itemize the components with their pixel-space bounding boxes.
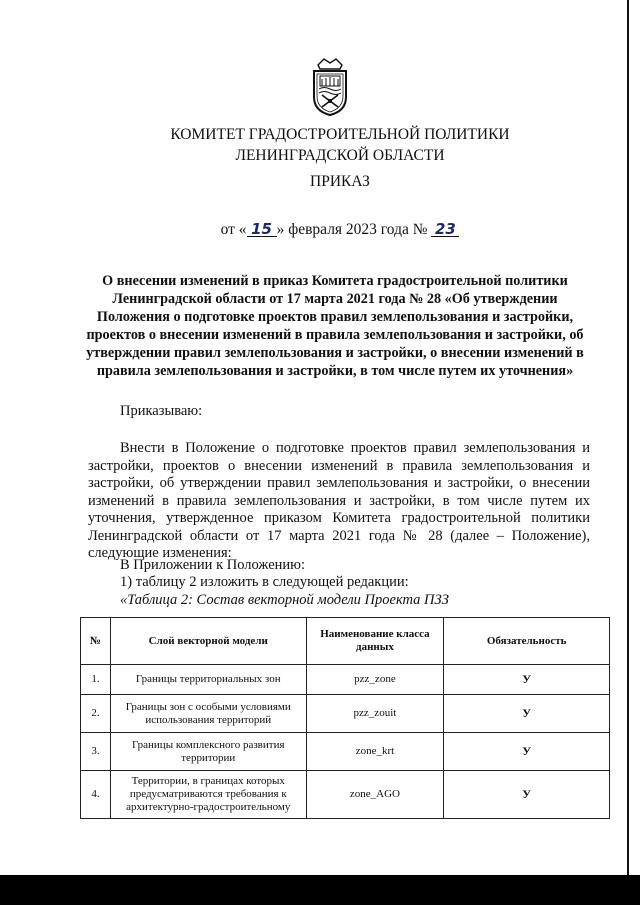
- header-mandatory: Обязательность: [444, 618, 610, 665]
- row-class-name: zone_krt: [306, 733, 444, 771]
- page-edge-rule: [627, 0, 629, 875]
- handwritten-day: 15: [247, 222, 277, 237]
- committee-line-1: КОМИТЕТ ГРАДОСТРОИТЕЛЬНОЙ ПОЛИТИКИ: [170, 126, 510, 143]
- document-type: ПРИКАЗ: [310, 173, 370, 190]
- appendix-line: В Приложении к Положению:: [120, 557, 306, 573]
- order-date-line: [60, 221, 620, 239]
- row-class-name: pzz_zone: [306, 665, 444, 695]
- row-layer: Границы зон с особыми условиями использования территорий: [110, 695, 306, 733]
- row-mandatory: У: [444, 771, 610, 819]
- table-row: [81, 733, 610, 771]
- table-row: [81, 695, 610, 733]
- row-mandatory: У: [444, 665, 610, 695]
- coat-of-arms-icon: [310, 55, 350, 117]
- date-prefix: от «: [220, 221, 247, 238]
- header-num: №: [81, 618, 111, 665]
- vector-model-table: [80, 617, 610, 819]
- row-mandatory: У: [444, 733, 610, 771]
- header-layer: Слой векторной модели: [110, 618, 306, 665]
- row-num: 1.: [81, 665, 111, 695]
- order-heading: О внесении изменений в приказ Комитета градостроительной политики Ленинградской области от 17 марта 2021 года № 28 «Об утверждении Положения о подготовке проектов правил землепользования и застройки, проектов о внесении изменений в правила землепользования и застройки, об утверждении правил землепользования и застройки, о внесении изменений в правила землепользования и застройки, в том числе путем их уточнения»: [86, 273, 584, 379]
- row-mandatory: У: [444, 695, 610, 733]
- date-middle: » февраля 2023 года №: [276, 221, 428, 238]
- main-paragraph: Внести в Положение о подготовке проектов правил землепользования и застройки, проектов о внесении изменений в правила землепользования и застройки, об утверждении правил землепользования и застройки, о внесении изменений в правила землепользования и застройки, в том числе путем их уточнения, утвержденное приказом Комитета градостроительной политики Ленинградской области от 17 марта 2021 года № 28 (далее – Положение), следующие изменения:: [88, 440, 590, 561]
- row-class-name: zone_AGO: [306, 771, 444, 819]
- committee-line-2: ЛЕНИНГРАДСКОЙ ОБЛАСТИ: [235, 147, 445, 164]
- table-caption: «Таблица 2: Состав векторной модели Проекта ПЗЗ: [120, 592, 449, 608]
- scan-bottom-bar: [0, 875, 640, 905]
- row-class-name: pzz_zouit: [306, 695, 444, 733]
- item-1: 1) таблицу 2 изложить в следующей редакции:: [120, 574, 409, 590]
- header-class-name: Наименование класса данных: [306, 618, 444, 665]
- row-layer: Границы территориальных зон: [110, 665, 306, 695]
- handwritten-order-number: 23: [431, 222, 459, 237]
- committee-name: [60, 124, 620, 166]
- row-num: 2.: [81, 695, 111, 733]
- table-row: [81, 665, 610, 695]
- row-num: 3.: [81, 733, 111, 771]
- row-num: 4.: [81, 771, 111, 819]
- row-layer: Территории, в границах которых предусматриваются требования к архитектурно-градостроительному: [110, 771, 306, 819]
- order-word: Приказываю:: [120, 403, 203, 419]
- table-row: [81, 771, 610, 819]
- row-layer: Границы комплексного развития территории: [110, 733, 306, 771]
- table-header-row: [81, 618, 610, 665]
